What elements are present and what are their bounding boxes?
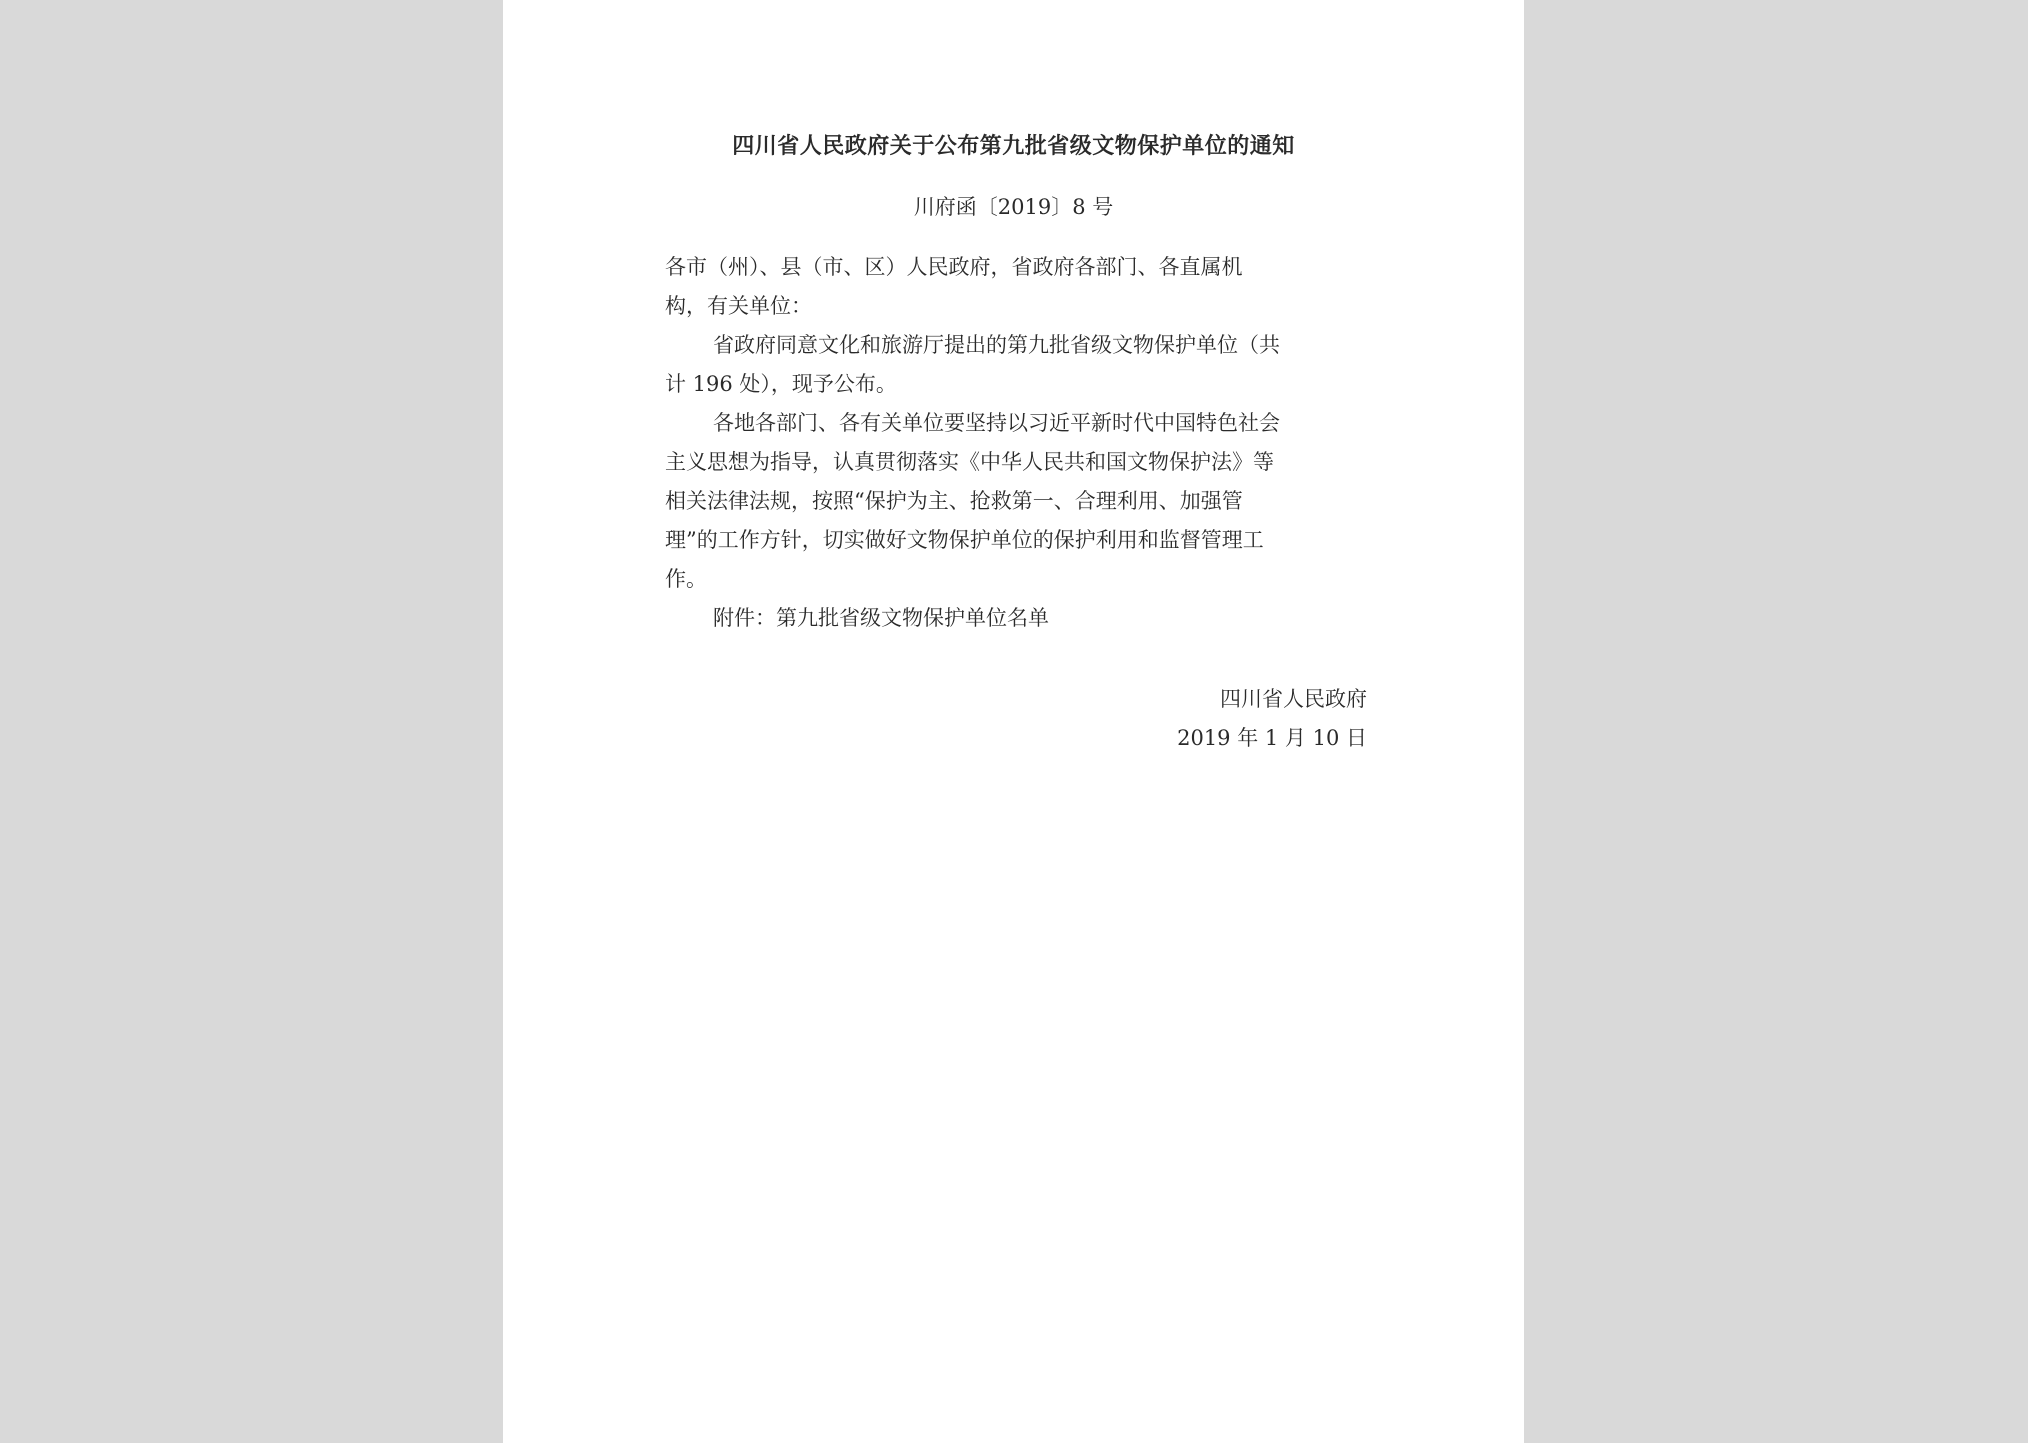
paragraph-line: 计 196 处），现予公布。 (665, 372, 897, 396)
addressee-line: 各市（州）、县（市、区）人民政府，省政府各部门、各直属机 (665, 255, 1243, 279)
paragraph-line: 各地各部门、各有关单位要坚持以习近平新时代中国特色社会 (713, 411, 1280, 435)
document-number: 川府函〔2019〕8 号 (913, 195, 1114, 219)
document-title: 四川省人民政府关于公布第九批省级文物保护单位的通知 (732, 133, 1295, 159)
addressee-paragraph (665, 248, 1367, 326)
paragraph-line: 相关法律法规，按照“保护为主、抢救第一、合理利用、加强管 (665, 489, 1243, 513)
attachment-paragraph (665, 599, 1367, 638)
paragraph-line: 作。 (665, 567, 707, 591)
attachment-line: 附件：第九批省级文物保护单位名单 (713, 606, 1049, 630)
addressee-line: 构，有关单位： (665, 294, 812, 318)
body-paragraph-1 (665, 326, 1367, 404)
signing-date: 2019 年 1 月 10 日 (1177, 726, 1367, 750)
signatory: 四川省人民政府 (1220, 687, 1367, 711)
document-page (503, 0, 1524, 1443)
paragraph-line: 省政府同意文化和旅游厅提出的第九批省级文物保护单位（共 (713, 333, 1280, 357)
paragraph-line: 理”的工作方针，切实做好文物保护单位的保护利用和监督管理工 (665, 528, 1264, 552)
body-paragraph-2 (665, 404, 1367, 599)
paragraph-line: 主义思想为指导，认真贯彻落实《中华人民共和国文物保护法》等 (665, 450, 1274, 474)
